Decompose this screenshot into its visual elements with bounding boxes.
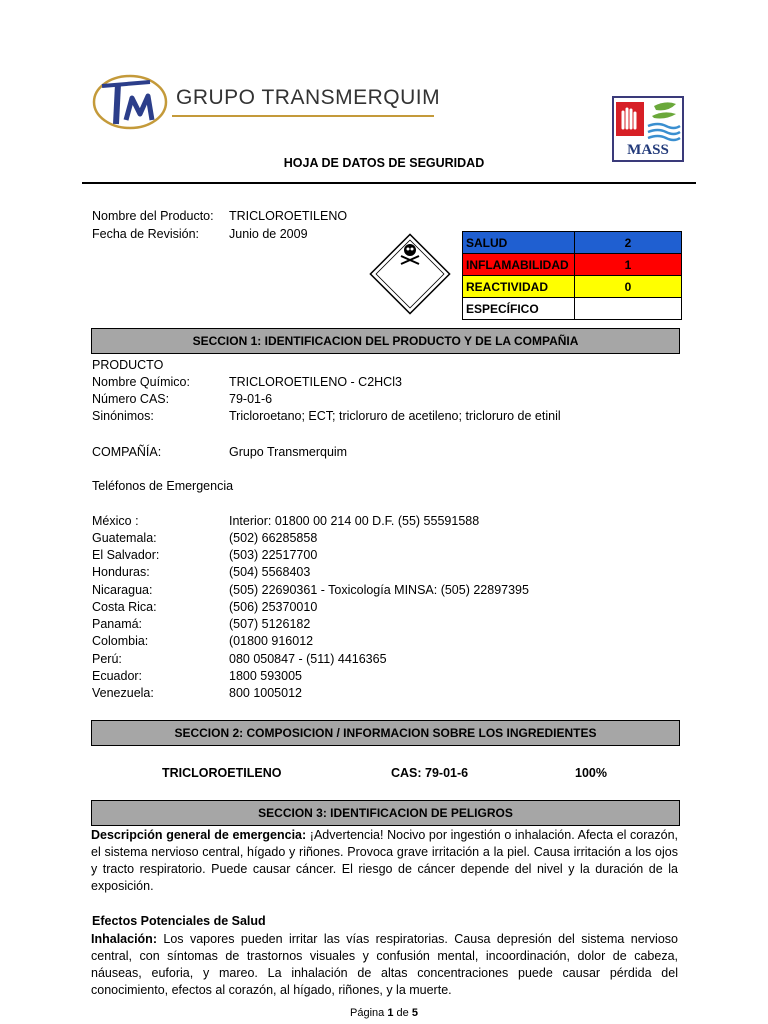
company-logo-text: GRUPO TRANSMERQUIM xyxy=(176,86,441,109)
logo-underline xyxy=(172,115,434,117)
toxic-hazard-diamond-icon xyxy=(368,232,452,316)
section-1-header: SECCION 1: IDENTIFICACION DEL PRODUCTO Y DE LA COMPAÑIA xyxy=(91,328,680,354)
inhalation-label: Inhalación: xyxy=(91,932,157,946)
page-total: 5 xyxy=(411,1007,418,1019)
hazard-label: ESPECÍFICO xyxy=(463,298,575,320)
field-value: TRICLOROETILENO - C2HCl3 xyxy=(229,375,402,389)
field-label: Número CAS: xyxy=(92,392,170,406)
section-2-header: SECCION 2: COMPOSICION / INFORMACION SOBRE LOS INGREDIENTES xyxy=(91,720,680,746)
phone-number: (506) 25370010 xyxy=(229,600,318,614)
emergency-phones-title: Teléfonos de Emergencia xyxy=(92,479,234,493)
phone-country: Venezuela: xyxy=(92,686,154,700)
of-word: de xyxy=(396,1007,409,1019)
field-label: Nombre Químico: xyxy=(92,375,190,389)
phone-country: El Salvador: xyxy=(92,548,160,562)
header-divider xyxy=(82,182,696,184)
phone-number: 1800 593005 xyxy=(229,669,302,683)
company-label: COMPAÑÍA: xyxy=(92,445,162,459)
phone-number: (504) 5568403 xyxy=(229,565,311,579)
phone-number: 080 050847 - (511) 4416365 xyxy=(229,652,387,666)
producto-heading: PRODUCTO xyxy=(92,358,164,372)
hazard-label: REACTIVIDAD xyxy=(463,276,575,298)
phone-number: (503) 22517700 xyxy=(229,548,318,562)
phone-number: (01800 916012 xyxy=(229,634,314,648)
phone-country: Panamá: xyxy=(92,617,143,631)
field-value: Tricloroetano; ECT; tricloruro de acetileno; tricloruro de etinil xyxy=(229,409,561,423)
page-number: 1 xyxy=(387,1007,394,1019)
phone-country: Honduras: xyxy=(92,565,150,579)
company-value: Grupo Transmerquim xyxy=(229,445,348,459)
hazard-rating-table xyxy=(462,231,682,320)
hazard-label: INFLAMABILIDAD xyxy=(463,254,575,276)
ingredient-cas: CAS: 79-01-6 xyxy=(391,766,469,780)
hazard-row-inflamabilidad xyxy=(463,254,682,276)
emergency-text: ¡Advertencia! Nocivo por ingestión o inhalación. Afecta el corazón, el sistema nervioso central, hígado y riñones. Provoca grave irritación a la piel. Causa irritación a los ojos y tracto respiratorio. Puede causar cáncer. El riesgo de cáncer depende del nivel y la duración de la exposición. xyxy=(91,828,678,893)
phone-number: (505) 22690361 - Toxicología MINSA: (505) 22897395 xyxy=(229,583,529,597)
ingredient-percent: 100% xyxy=(575,766,607,780)
section-3-header: SECCION 3: IDENTIFICACION DE PELIGROS xyxy=(91,800,680,826)
emergency-label: Descripción general de emergencia: xyxy=(91,828,307,842)
hazard-value: 0 xyxy=(575,276,682,298)
ingredient-name: TRICLOROETILENO xyxy=(162,766,282,780)
phone-country: Colombia: xyxy=(92,634,149,648)
phone-country: Ecuador: xyxy=(92,669,143,683)
hazard-row-salud xyxy=(463,232,682,254)
company-logo-mark xyxy=(92,72,170,132)
health-effects-title: Efectos Potenciales de Salud xyxy=(92,914,266,928)
mass-logo-text: MASS xyxy=(627,142,669,158)
page-word: Página xyxy=(350,1007,385,1019)
phone-number: (502) 66285858 xyxy=(229,531,318,545)
hazard-value xyxy=(575,298,682,320)
product-name-label: Nombre del Producto: xyxy=(92,209,214,223)
hazard-row-especifico xyxy=(463,298,682,320)
hazard-row-reactividad xyxy=(463,276,682,298)
phone-number: Interior: 01800 00 214 00 D.F. (55) 55591588 xyxy=(229,514,480,528)
phone-country: Perú: xyxy=(92,652,122,666)
revision-date-value: Junio de 2009 xyxy=(229,227,308,241)
phone-number: (507) 5126182 xyxy=(229,617,311,631)
hazard-value: 1 xyxy=(575,254,682,276)
revision-date-label: Fecha de Revisión: xyxy=(92,227,200,241)
emergency-description xyxy=(91,827,678,895)
page-footer xyxy=(0,1007,768,1019)
inhalation-text: Los vapores pueden irritar las vías respiratorias. Causa depresión del sistema nervioso central, con síntomas de trastornos visuales y confusión mental, incoordinación, dolor de cabeza, náuseas, euforia, y mareo. La inhalación de altas concentraciones puede causar pérdida del conocimiento, efectos al corazón, al hígado, riñones, y la muerte. xyxy=(91,932,678,997)
phone-country: México : xyxy=(92,514,139,528)
document-title: HOJA DE DATOS DE SEGURIDAD xyxy=(283,156,485,170)
phone-country: Nicaragua: xyxy=(92,583,153,597)
mass-logo xyxy=(612,96,684,162)
hazard-value: 2 xyxy=(575,232,682,254)
field-label: Sinónimos: xyxy=(92,409,154,423)
hazard-label: SALUD xyxy=(463,232,575,254)
phone-number: 800 1005012 xyxy=(229,686,302,700)
phone-country: Costa Rica: xyxy=(92,600,157,614)
phone-country: Guatemala: xyxy=(92,531,157,545)
field-value: 79-01-6 xyxy=(229,392,273,406)
inhalation-description xyxy=(91,931,678,999)
product-name-value: TRICLOROETILENO xyxy=(229,209,348,223)
